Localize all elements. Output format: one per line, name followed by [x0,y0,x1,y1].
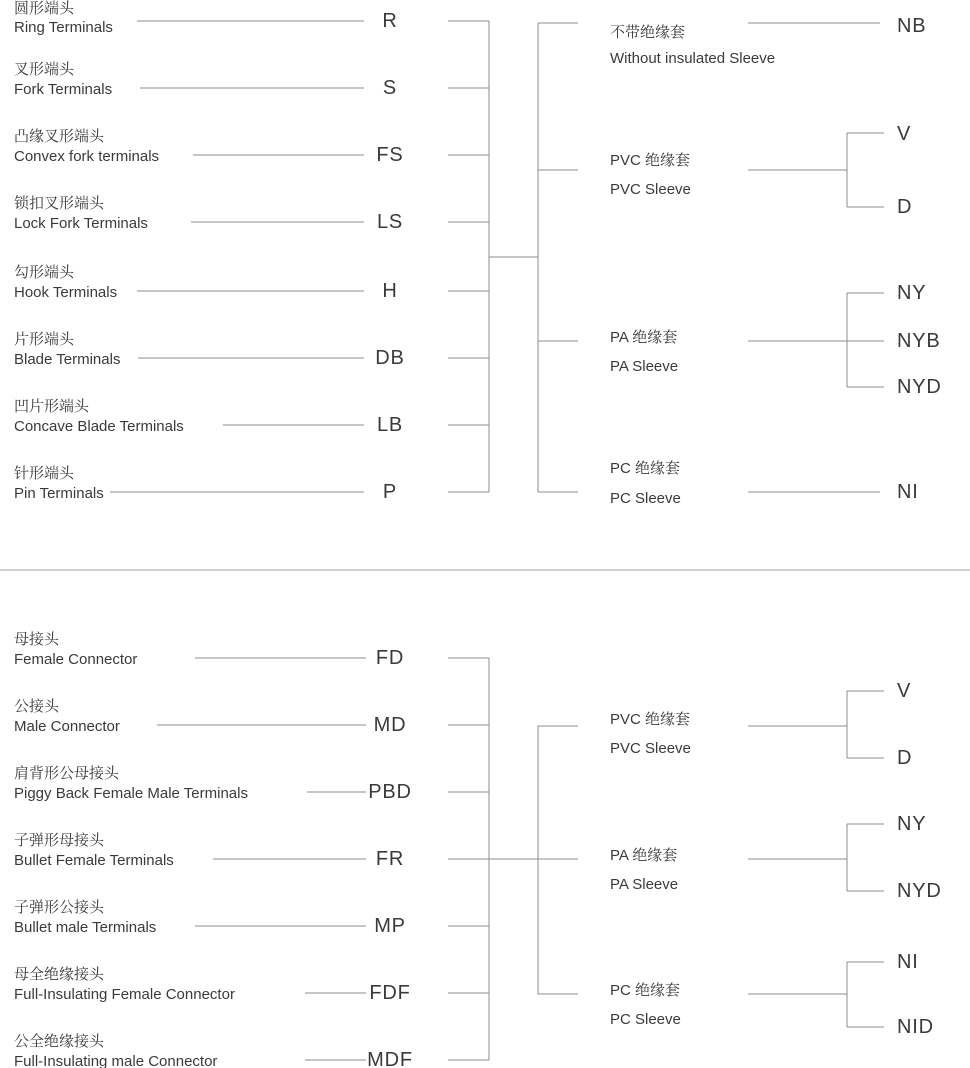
sleeve-code: V [897,680,912,702]
sleeve-name-en: PC Sleeve [610,1011,681,1028]
terminal-name-cn: 勾形端头 [14,264,75,281]
terminal-code: FD [375,647,405,669]
terminal-code: MD [373,714,407,736]
terminal-name-en: Full-Insulating male Connector [14,1053,218,1068]
terminal-name-en: Concave Blade Terminals [14,418,184,435]
sleeve-code: D [897,747,913,769]
terminal-name-en: Fork Terminals [14,81,113,98]
terminal-code: LS [376,211,404,233]
terminal-name-en: Hook Terminals [14,284,118,301]
sleeve-code: V [897,123,912,145]
bottom-sleeve-stub-lines [538,726,578,994]
bottom-code-stub-lines [448,658,578,1060]
sleeve-code: NB [897,15,927,37]
sleeve-code: NYD [897,880,942,902]
terminal-code: R [382,10,398,32]
terminal-name-cn: 公全绝缘接头 [14,1033,105,1050]
terminal-code: H [382,280,398,302]
terminal-code: LB [376,414,404,436]
top-sleeve-stub-lines [538,23,578,492]
terminal-name-en: Blade Terminals [14,351,121,368]
sleeve-code: NYB [897,330,941,352]
terminal-name-en: Male Connector [14,718,120,735]
terminal-name-en: Piggy Back Female Male Terminals [14,785,248,802]
sleeve-code: NY [897,813,927,835]
top-tree-spine [489,21,538,492]
terminal-name-cn: 子弹形母接头 [14,832,105,849]
terminal-code: P [382,481,398,503]
terminal-name-cn: 公接头 [14,698,60,715]
terminal-name-en: Full-Insulating Female Connector [14,986,235,1003]
bottom-sleeve-branch-lines [748,691,884,1027]
terminal-name-cn: 片形端头 [14,331,75,348]
sleeve-name-en: PA Sleeve [610,358,679,375]
sleeve-name-en: PVC Sleeve [610,181,691,198]
sleeve-code: NI [897,481,919,503]
terminal-code: MP [374,915,406,937]
terminal-name-en: Bullet male Terminals [14,919,157,936]
terminal-name-en: Lock Fork Terminals [14,215,148,232]
sleeve-code: D [897,196,913,218]
sleeve-name-cn: PVC 绝缘套 [610,152,691,169]
sleeve-name-cn: PA 绝缘套 [610,329,678,346]
terminal-name-cn: 肩背形公母接头 [14,765,120,782]
terminal-code: FR [375,848,405,870]
terminal-name-en: Convex fork terminals [14,148,160,165]
sleeve-name-cn: PC 绝缘套 [610,460,681,477]
terminal-name-cn: 母接头 [14,631,60,648]
sleeve-code: NI [897,951,919,973]
terminal-name-en: Female Connector [14,651,138,668]
sleeve-name-en: PA Sleeve [610,876,679,893]
terminal-name-cn: 锁扣叉形端头 [14,195,105,212]
section-divider [0,569,970,571]
sleeve-name-cn: 不带绝缘套 [610,24,686,41]
sleeve-name-cn: PA 绝缘套 [610,847,678,864]
terminal-code: S [382,77,398,99]
terminal-code: DB [375,347,405,369]
top-sleeve-branch-lines [748,23,884,492]
terminal-name-cn: 凸缘叉形端头 [14,128,105,145]
terminal-name-cn: 叉形端头 [14,61,75,78]
top-code-stub-lines [448,21,489,492]
terminal-name-en: Ring Terminals [14,19,113,36]
terminal-name-cn: 凹片形端头 [14,398,90,415]
sleeve-name-en: Without insulated Sleeve [610,50,776,67]
sleeve-name-cn: PC 绝缘套 [610,982,681,999]
sleeve-name-en: PC Sleeve [610,490,681,507]
terminal-code: PBD [368,781,412,803]
sleeve-name-cn: PVC 绝缘套 [610,711,691,728]
terminal-name-cn: 子弹形公接头 [14,899,105,916]
terminal-code: FS [376,144,404,166]
sleeve-code: NID [897,1016,934,1038]
sleeve-code: NYD [897,376,942,398]
terminal-name-en: Bullet Female Terminals [14,852,174,869]
terminal-name-cn: 针形端头 [14,465,75,482]
sleeve-code: NY [897,282,927,304]
terminal-name-cn: 圆形端头 [14,0,75,17]
terminal-name-en: Pin Terminals [14,485,104,502]
terminal-code: FDF [369,982,411,1004]
terminal-code: MDF [367,1049,413,1068]
terminal-name-cn: 母全绝缘接头 [14,966,105,983]
sleeve-name-en: PVC Sleeve [610,740,691,757]
